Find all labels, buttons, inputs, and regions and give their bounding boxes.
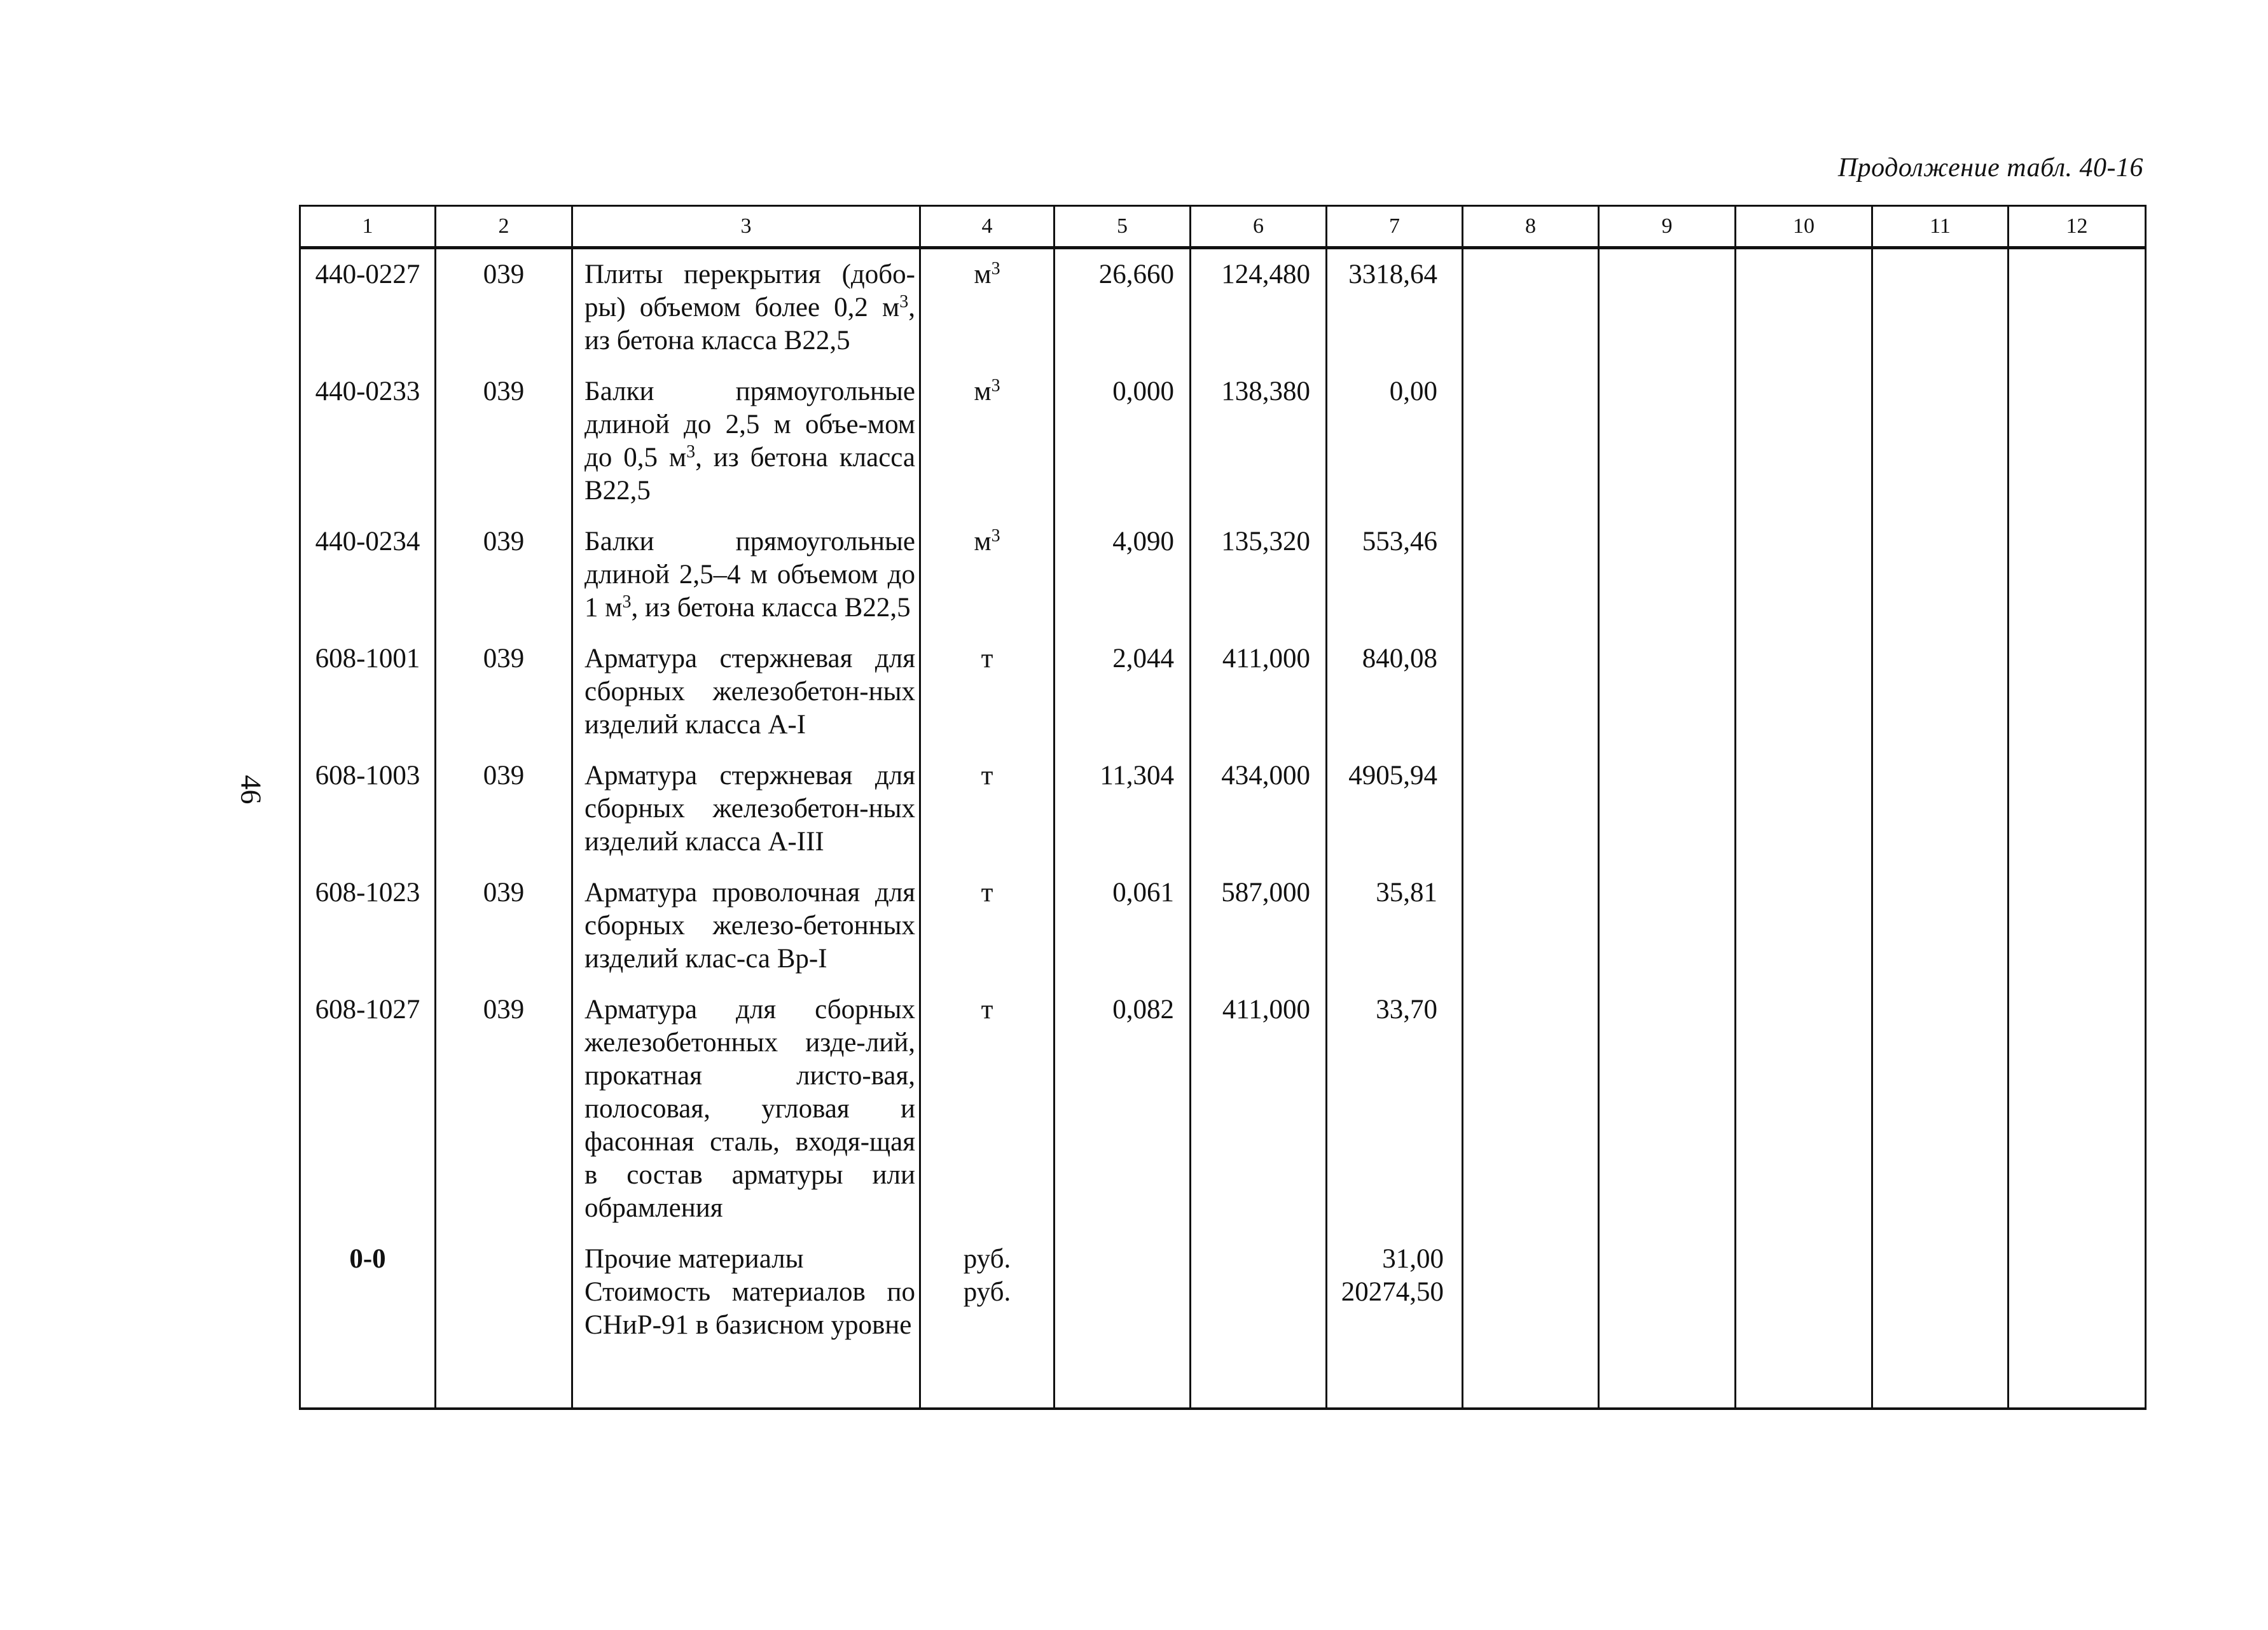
page-number: 46: [235, 775, 268, 805]
table-row: [300, 750, 2146, 867]
row-description: Прочие материалы Стоимость материалов по СНиР-91 в базисном уровне: [572, 1234, 920, 1409]
row-quantity: 0,000: [1054, 366, 1191, 516]
row-total: 3318,64: [1327, 248, 1463, 367]
table-caption: Продолжение табл. 40-16: [1837, 153, 2143, 183]
column-header: 2: [436, 206, 572, 248]
materials-table: [299, 205, 2147, 1410]
column-header: 3: [572, 206, 920, 248]
row-quantity: 4,090: [1054, 516, 1191, 633]
row-description: Арматура стержневая для сборных железобетон-ных изделий класса А-III: [572, 750, 920, 867]
row-quantity: 0,082: [1054, 984, 1191, 1234]
row-price: 138,380: [1191, 366, 1327, 516]
row-price: 587,000: [1191, 867, 1327, 984]
row-group: 039: [436, 984, 572, 1234]
row-total: 553,46: [1327, 516, 1463, 633]
row-unit: т: [920, 867, 1054, 984]
column-header: 5: [1054, 206, 1191, 248]
row-price: 434,000: [1191, 750, 1327, 867]
row-code: 608-1003: [300, 750, 436, 867]
row-description: Плиты перекрытия (добо-ры) объемом более 0,2 $м^3$, из бетона класса В22,5: [572, 248, 920, 367]
row-code: 440-0233: [300, 366, 436, 516]
row-price: 124,480: [1191, 248, 1327, 367]
row-description: Арматура для сборных железобетонных изде-лий, прокатная листо-вая, полосовая, угловая и фасонная сталь, входя-щая в состав арматуры или обрамления: [572, 984, 920, 1234]
table-row: [300, 984, 2146, 1234]
row-description: Балки прямоугольные длиной 2,5–4 м объемом до 1 $м^3$, из бетона класса В22,5: [572, 516, 920, 633]
row-total: 4905,94: [1327, 750, 1463, 867]
row-code: 440-0227: [300, 248, 436, 367]
table-row: [300, 248, 2146, 367]
table-row: [300, 366, 2146, 516]
row-unit: т: [920, 633, 1054, 750]
row-quantity: 0,061: [1054, 867, 1191, 984]
table-row: [300, 1234, 2146, 1409]
row-code: 440-0234: [300, 516, 436, 633]
row-price: 135,320: [1191, 516, 1327, 633]
column-header: 11: [1872, 206, 2009, 248]
row-group: 039: [436, 248, 572, 367]
row-price: 411,000: [1191, 633, 1327, 750]
row-unit: $м^3$: [920, 516, 1054, 633]
row-code: 0-0: [300, 1234, 436, 1409]
row-code: 608-1001: [300, 633, 436, 750]
column-header: 4: [920, 206, 1054, 248]
row-quantity: 2,044: [1054, 633, 1191, 750]
row-total: 33,70: [1327, 984, 1463, 1234]
row-total: 31,00 20274,50: [1327, 1234, 1463, 1409]
table-row: [300, 516, 2146, 633]
row-group: 039: [436, 750, 572, 867]
column-header: 8: [1463, 206, 1599, 248]
row-description: Арматура проволочная для сборных железо-бетонных изделий клас-са Вр-I: [572, 867, 920, 984]
row-unit: $м^3$: [920, 248, 1054, 367]
row-group: 039: [436, 366, 572, 516]
row-total: 0,00: [1327, 366, 1463, 516]
row-description: Балки прямоугольные длиной до 2,5 м объе-мом до 0,5 $м^3$, из бетона класса В22,5: [572, 366, 920, 516]
row-unit: $м^3$: [920, 366, 1054, 516]
column-header: 7: [1327, 206, 1463, 248]
row-unit: т: [920, 750, 1054, 867]
row-code: 608-1027: [300, 984, 436, 1234]
row-group: 039: [436, 633, 572, 750]
table-row: [300, 867, 2146, 984]
row-group: 039: [436, 516, 572, 633]
row-unit: руб. руб.: [920, 1234, 1054, 1409]
row-total: 35,81: [1327, 867, 1463, 984]
row-group: 039: [436, 867, 572, 984]
header-row: [300, 206, 2146, 248]
row-description: Арматура стержневая для сборных железобетон-ных изделий класса А-I: [572, 633, 920, 750]
row-total: 840,08: [1327, 633, 1463, 750]
column-header: 6: [1191, 206, 1327, 248]
column-header: 1: [300, 206, 436, 248]
table-row: [300, 633, 2146, 750]
column-header: 9: [1599, 206, 1736, 248]
column-header: 10: [1736, 206, 1872, 248]
row-unit: т: [920, 984, 1054, 1234]
row-quantity: 11,304: [1054, 750, 1191, 867]
row-code: 608-1023: [300, 867, 436, 984]
row-price: 411,000: [1191, 984, 1327, 1234]
column-header: 12: [2009, 206, 2146, 248]
row-quantity: 26,660: [1054, 248, 1191, 367]
